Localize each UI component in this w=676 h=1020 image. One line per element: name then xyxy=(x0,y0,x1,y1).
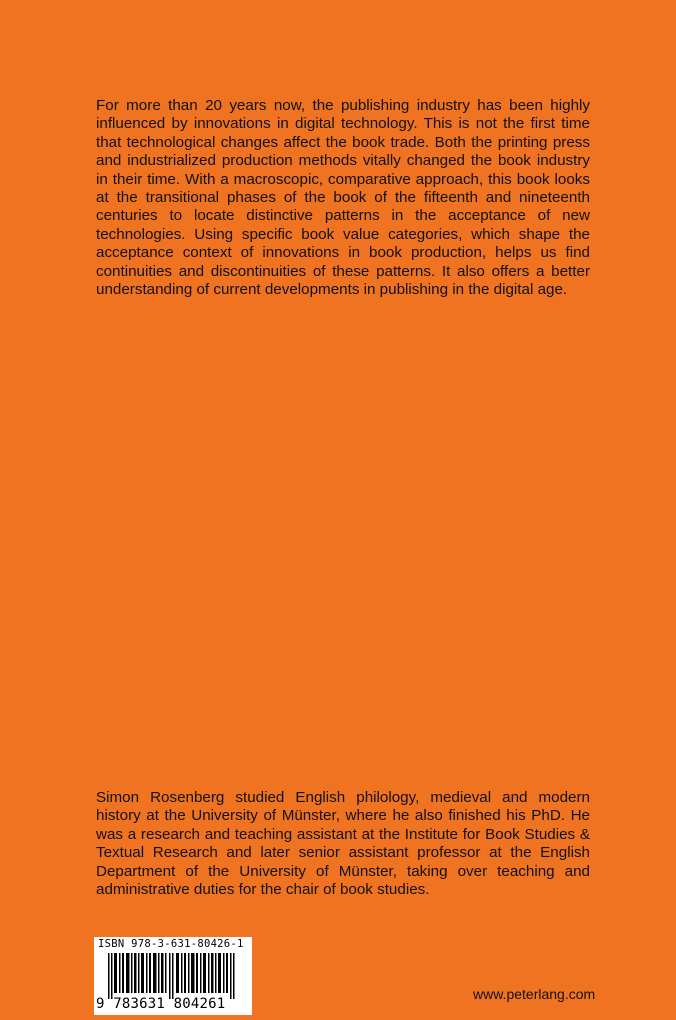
barcode-bars xyxy=(98,953,248,999)
author-bio: Simon Rosenberg studied English philology, medieval and modern history at the University of Münster, where he also finished his PhD. He was a research and teaching assistant at the Institute for Book Studies & Textual Research and later senior assistant professor at the English Department of the University of Münster, taking over teaching and administrative duties for the chair of book studies. xyxy=(96,789,590,899)
isbn-barcode xyxy=(94,937,252,1015)
publisher-website[interactable]: www.peterlang.com xyxy=(473,986,596,1002)
back-cover-blurb: For more than 20 years now, the publishing industry has been highly influenced by innovations in digital technology. This is not the first time that technological changes affect the book trade. Both the printing press and industrialized production methods vitally changed the book industry in their time. With a macroscopic, comparative approach, this book looks at the transitional phases of the book of the fifteenth and nineteenth centuries to locate distinctive patterns in the acceptance of new technologies. Using specific book value categories, which shape the acceptance context of innovations in book production, helps us find continuities and discontinuities of these patterns. It also offers a better understanding of current developments in publishing in the digital age. xyxy=(96,97,590,299)
ean-digits: 9 783631 804261 xyxy=(96,996,226,1012)
isbn-label: ISBN 978-3-631-80426-1 xyxy=(98,938,244,950)
